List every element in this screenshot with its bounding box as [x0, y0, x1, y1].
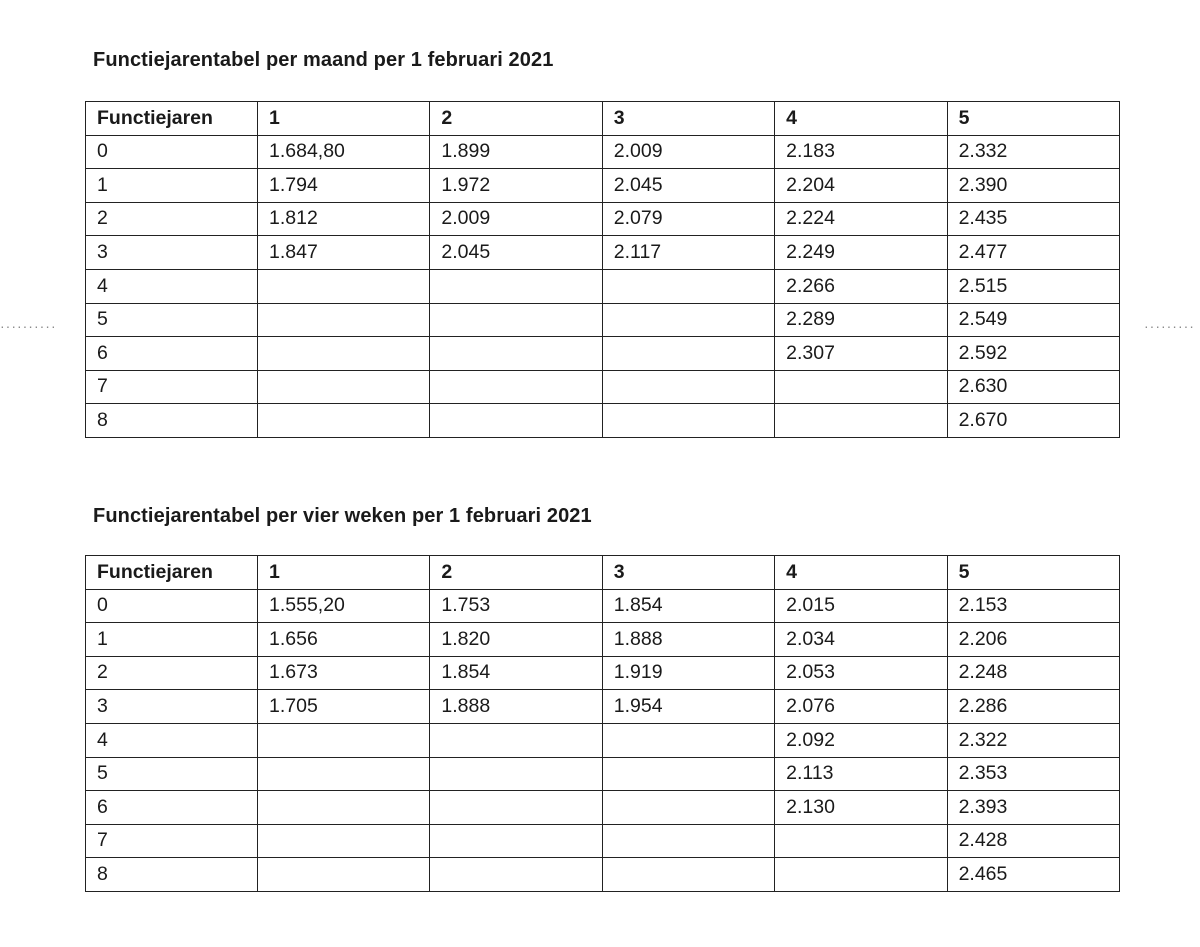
salary-cell: 1.888 — [602, 623, 774, 657]
row-label-cell: 2 — [86, 656, 258, 690]
salary-cell: 2.465 — [947, 858, 1119, 892]
salary-table-per-vier-weken — [85, 555, 1120, 892]
salary-cell — [775, 824, 947, 858]
salary-cell: 2.477 — [947, 236, 1119, 270]
salary-cell — [258, 337, 430, 371]
salary-cell: 2.332 — [947, 135, 1119, 169]
salary-cell: 2.307 — [775, 337, 947, 371]
table-row — [86, 858, 1120, 892]
salary-cell — [258, 824, 430, 858]
salary-cell — [430, 370, 602, 404]
salary-cell — [602, 404, 774, 438]
table-row — [86, 623, 1120, 657]
salary-cell: 1.555,20 — [258, 589, 430, 623]
row-label-cell: 2 — [86, 202, 258, 236]
salary-cell — [258, 370, 430, 404]
salary-cell — [602, 791, 774, 825]
salary-cell: 2.322 — [947, 723, 1119, 757]
salary-cell — [602, 269, 774, 303]
salary-cell: 2.353 — [947, 757, 1119, 791]
header-cell-schaal-3: 3 — [602, 102, 774, 136]
header-cell-schaal-1: 1 — [258, 102, 430, 136]
salary-cell — [775, 404, 947, 438]
table-header-row — [86, 102, 1120, 136]
salary-cell — [602, 337, 774, 371]
salary-cell: 2.224 — [775, 202, 947, 236]
salary-cell — [258, 404, 430, 438]
table-row — [86, 824, 1120, 858]
table-title-per-vier-weken: Functiejarentabel per vier weken per 1 februari 2021 — [93, 505, 592, 527]
salary-cell: 1.753 — [430, 589, 602, 623]
salary-cell — [430, 337, 602, 371]
header-cell-schaal-1: 1 — [258, 556, 430, 590]
salary-cell — [602, 757, 774, 791]
salary-cell: 2.034 — [775, 623, 947, 657]
salary-cell: 1.673 — [258, 656, 430, 690]
salary-cell: 2.428 — [947, 824, 1119, 858]
salary-cell: 2.549 — [947, 303, 1119, 337]
salary-cell: 2.630 — [947, 370, 1119, 404]
salary-cell: 1.888 — [430, 690, 602, 724]
salary-cell: 2.390 — [947, 169, 1119, 203]
salary-cell — [430, 404, 602, 438]
salary-cell — [258, 303, 430, 337]
header-cell-schaal-5: 5 — [947, 556, 1119, 590]
row-label-cell: 4 — [86, 723, 258, 757]
row-label-cell: 6 — [86, 337, 258, 371]
salary-cell — [430, 757, 602, 791]
row-label-cell: 5 — [86, 303, 258, 337]
table-row — [86, 169, 1120, 203]
table-row — [86, 236, 1120, 270]
margin-marker-left: ·········· — [0, 318, 57, 334]
salary-cell: 2.183 — [775, 135, 947, 169]
header-cell-schaal-4: 4 — [775, 556, 947, 590]
salary-cell: 2.009 — [602, 135, 774, 169]
salary-cell: 2.592 — [947, 337, 1119, 371]
margin-marker-right: ········· — [1144, 318, 1195, 334]
row-label-cell: 4 — [86, 269, 258, 303]
table-title-per-maand: Functiejarentabel per maand per 1 februari 2021 — [93, 49, 554, 71]
salary-cell: 2.249 — [775, 236, 947, 270]
salary-cell — [430, 824, 602, 858]
table-row — [86, 202, 1120, 236]
salary-cell: 2.289 — [775, 303, 947, 337]
salary-cell: 2.266 — [775, 269, 947, 303]
salary-cell — [775, 370, 947, 404]
salary-cell: 2.206 — [947, 623, 1119, 657]
table-row — [86, 589, 1120, 623]
salary-cell — [430, 858, 602, 892]
salary-cell: 2.015 — [775, 589, 947, 623]
salary-cell — [430, 723, 602, 757]
table-row — [86, 656, 1120, 690]
salary-cell: 2.045 — [602, 169, 774, 203]
row-label-cell: 3 — [86, 236, 258, 270]
header-cell-functiejaren: Functiejaren — [86, 102, 258, 136]
salary-cell: 2.286 — [947, 690, 1119, 724]
table-row — [86, 757, 1120, 791]
salary-cell: 1.684,80 — [258, 135, 430, 169]
table-row — [86, 404, 1120, 438]
row-label-cell: 1 — [86, 169, 258, 203]
salary-cell: 2.045 — [430, 236, 602, 270]
table-row — [86, 269, 1120, 303]
row-label-cell: 3 — [86, 690, 258, 724]
header-cell-schaal-3: 3 — [602, 556, 774, 590]
row-label-cell: 1 — [86, 623, 258, 657]
salary-cell — [258, 858, 430, 892]
header-cell-schaal-5: 5 — [947, 102, 1119, 136]
header-cell-schaal-2: 2 — [430, 102, 602, 136]
table-row — [86, 370, 1120, 404]
salary-cell: 2.130 — [775, 791, 947, 825]
table-row — [86, 791, 1120, 825]
salary-cell: 2.515 — [947, 269, 1119, 303]
salary-cell: 2.092 — [775, 723, 947, 757]
salary-cell — [430, 269, 602, 303]
salary-cell — [258, 723, 430, 757]
salary-cell: 1.812 — [258, 202, 430, 236]
salary-cell — [775, 858, 947, 892]
salary-cell: 2.076 — [775, 690, 947, 724]
table-row — [86, 135, 1120, 169]
salary-cell: 1.854 — [430, 656, 602, 690]
salary-cell: 1.794 — [258, 169, 430, 203]
salary-cell — [602, 858, 774, 892]
salary-cell: 2.393 — [947, 791, 1119, 825]
salary-cell: 1.820 — [430, 623, 602, 657]
salary-cell: 2.435 — [947, 202, 1119, 236]
header-cell-schaal-4: 4 — [775, 102, 947, 136]
salary-cell: 2.009 — [430, 202, 602, 236]
salary-cell — [602, 824, 774, 858]
salary-cell: 2.670 — [947, 404, 1119, 438]
salary-cell: 2.053 — [775, 656, 947, 690]
salary-cell: 2.153 — [947, 589, 1119, 623]
row-label-cell: 5 — [86, 757, 258, 791]
salary-cell: 2.248 — [947, 656, 1119, 690]
row-label-cell: 8 — [86, 404, 258, 438]
salary-cell: 1.854 — [602, 589, 774, 623]
salary-cell — [258, 791, 430, 825]
salary-cell: 2.204 — [775, 169, 947, 203]
salary-cell: 1.705 — [258, 690, 430, 724]
salary-table-per-maand — [85, 101, 1120, 438]
salary-cell: 1.656 — [258, 623, 430, 657]
row-label-cell: 6 — [86, 791, 258, 825]
salary-cell: 1.972 — [430, 169, 602, 203]
salary-cell: 2.117 — [602, 236, 774, 270]
salary-cell: 1.847 — [258, 236, 430, 270]
row-label-cell: 0 — [86, 589, 258, 623]
salary-cell — [602, 370, 774, 404]
row-label-cell: 0 — [86, 135, 258, 169]
salary-cell — [602, 723, 774, 757]
salary-cell: 2.113 — [775, 757, 947, 791]
salary-cell — [258, 269, 430, 303]
row-label-cell: 7 — [86, 824, 258, 858]
salary-cell — [602, 303, 774, 337]
salary-cell: 2.079 — [602, 202, 774, 236]
table-header-row — [86, 556, 1120, 590]
row-label-cell: 8 — [86, 858, 258, 892]
salary-cell: 1.919 — [602, 656, 774, 690]
salary-cell: 1.899 — [430, 135, 602, 169]
table-row — [86, 723, 1120, 757]
table-row — [86, 690, 1120, 724]
salary-cell: 1.954 — [602, 690, 774, 724]
salary-cell — [430, 303, 602, 337]
header-cell-functiejaren: Functiejaren — [86, 556, 258, 590]
table-row — [86, 337, 1120, 371]
table-row — [86, 303, 1120, 337]
row-label-cell: 7 — [86, 370, 258, 404]
salary-cell — [430, 791, 602, 825]
salary-cell — [258, 757, 430, 791]
header-cell-schaal-2: 2 — [430, 556, 602, 590]
